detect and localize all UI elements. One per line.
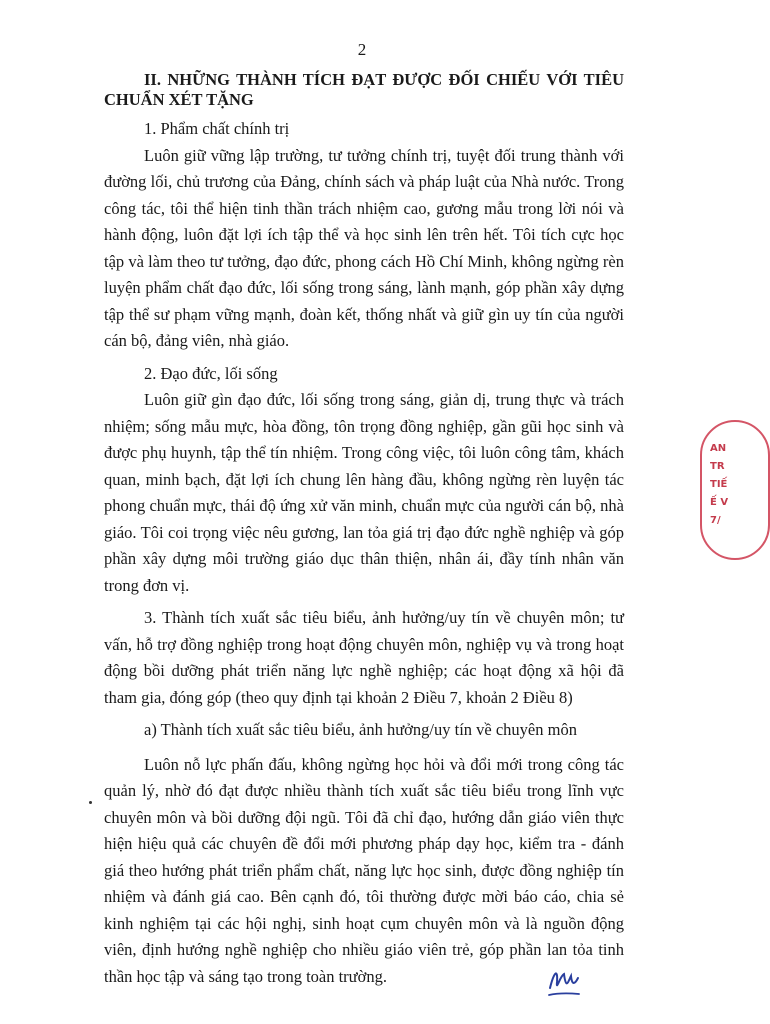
page-number: 2 xyxy=(357,40,367,59)
heading-political-quality: 1. Phẩm chất chính trị xyxy=(144,119,290,138)
red-stamp xyxy=(700,420,740,550)
heading-ethics-lifestyle: 2. Đạo đức, lối sống xyxy=(144,363,278,383)
stamp-line: AN xyxy=(710,443,727,454)
stamp-text xyxy=(710,440,728,530)
document-body xyxy=(104,70,624,996)
stamp-line: TR xyxy=(710,461,725,472)
heading-achievements: 3. Thành tích xuất sắc tiêu biểu, ảnh hưởng/uy tín về chuyên môn; tư vấn, hỗ trợ đồng nghiệp trong hoạt động chuyên môn, nghiệp vụ và trong hoạt động bồi dưỡng phát triển năng lực nghề nghiệp; các hoạt động xã hội đã tham gia, đóng góp (theo quy định tại khoản 2 Điều 7, khoản 2 Điều 8) xyxy=(104,608,624,707)
paragraph-political-quality: Luôn giữ vững lập trường, tư tưởng chính trị, tuyệt đối trung thành với đường lối, chủ trương của Đảng, chính sách và pháp luật của Nhà nước. Trong công tác, tôi thể hiện tinh thần trách nhiệm cao, gương mẫu trong lời nói và hành động, luôn đặt lợi ích tập thể và học sinh lên trên hết. Tôi tích cực học tập và làm theo tư tưởng, đạo đức, phong cách Hồ Chí Minh, không ngừng rèn luyện phẩm chất đạo đức, lối sống trong sáng, lành mạnh, góp phần xây dựng tập thể sư phạm vững mạnh, đoàn kết, thống nhất và giữ gìn uy tín của người cán bộ, đảng viên, nhà giáo. xyxy=(104,145,624,350)
paragraph-ethics-lifestyle: Luôn giữ gìn đạo đức, lối sống trong sáng, giản dị, trung thực và trách nhiệm; sống mẫu mực, hòa đồng, tôn trọng đồng nghiệp, gần gũi học sinh và được phụ huynh, tập thể tín nhiệm. Trong công việc, tôi luôn công tâm, khách quan, minh bạch, đặt lợi ích chung lên hàng đầu, không ngừng rèn luyện tác phong chuẩn mực, thái độ ứng xử văn minh, chuẩn mực của người cán bộ, nhà giáo. Tôi coi trọng việc nêu gương, lan tỏa giá trị đạo đức nghề nghiệp và góp phần xây dựng môi trường giáo dục thân thiện, nhân ái, đầy tính nhân văn trong đơn vị. xyxy=(104,390,624,595)
section-title: II. NHỮNG THÀNH TÍCH ĐẠT ĐƯỢC ĐỐI CHIẾU VỚI TIÊU CHUẨN XÉT TẶNG xyxy=(104,70,624,109)
stamp-line: Ế V xyxy=(710,497,729,508)
paragraph-subsection-a: Luôn nỗ lực phấn đấu, không ngừng học hỏi và đổi mới trong công tác quản lý, nhờ đó đạt được nhiều thành tích xuất sắc tiêu biểu trong lĩnh vực chuyên môn và bồi dưỡng đội ngũ. Tôi đã chỉ đạo, hướng dẫn giáo viên thực hiện hiệu quả các chuyên đề đổi mới phương pháp dạy học, kiểm tra - đánh giá theo hướng phát triển phẩm chất, năng lực học sinh, được đồng nghiệp tín nhiệm và đánh giá cao. Bên cạnh đó, tôi thường được mời báo cáo, chia sẻ kinh nghiệm tại các hội nghị, sinh hoạt cụm chuyên môn và là nguồn động viên, định hướng nghề nghiệp cho nhiều giáo viên trẻ, góp phần lan tỏa tinh thần học tập và sáng tạo trong toàn trường. xyxy=(104,754,624,986)
stamp-line: 7/ xyxy=(710,515,721,526)
margin-dot xyxy=(89,801,92,804)
signature-initials xyxy=(544,962,584,1002)
heading-subsection-a: a) Thành tích xuất sắc tiêu biểu, ảnh hưởng/uy tín về chuyên môn xyxy=(144,720,577,739)
stamp-line: TIẾ xyxy=(710,479,728,490)
